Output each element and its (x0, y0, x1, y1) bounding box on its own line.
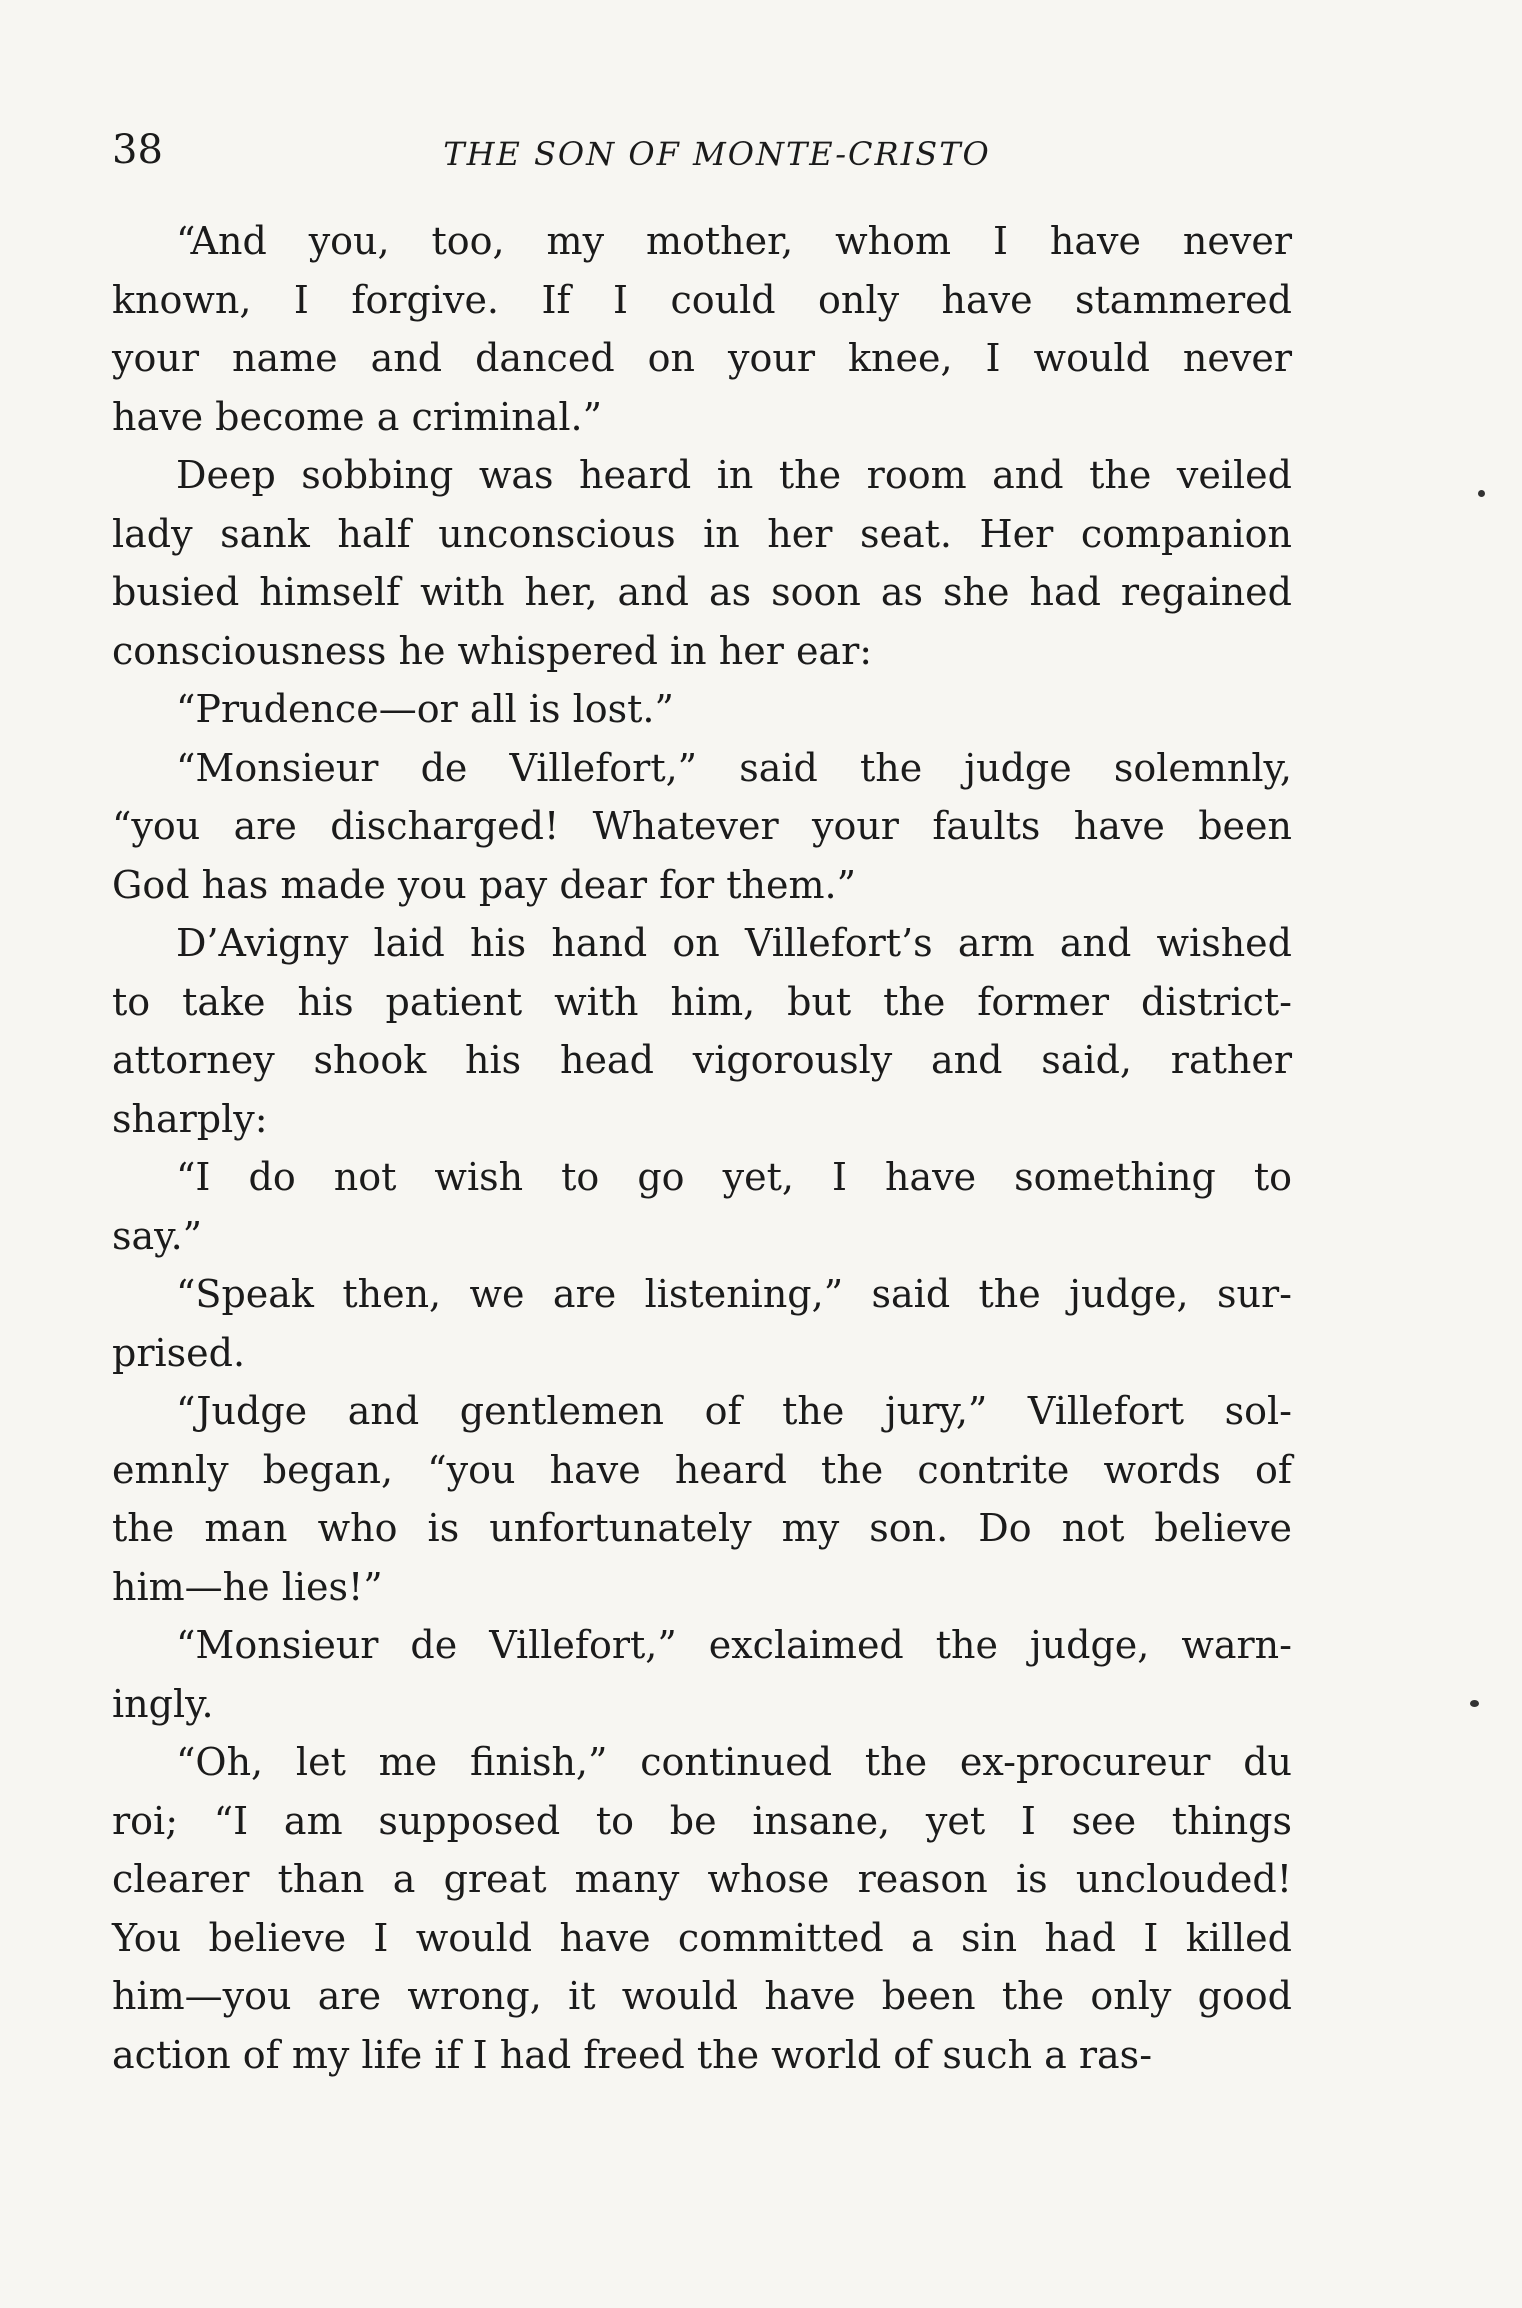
text-line: attorney shook his head vigorously and said, rather (112, 1038, 1292, 1082)
text-line: him—he lies!” (112, 1564, 383, 1609)
text-line: You believe I would have committed a sin had I killed (112, 1915, 1292, 1960)
text-line: action of my life if I had freed the world of such a ras- (112, 2032, 1153, 2077)
text-line: lady sank half unconscious in her seat. Her companion (112, 511, 1292, 556)
text-line: “Monsieur de Villefort,” exclaimed the judge, warn- (176, 1623, 1292, 1667)
text-line: consciousness he whispered in her ear: (112, 628, 873, 673)
text-line: “Judge and gentlemen of the jury,” Villefort sol- (176, 1389, 1292, 1433)
running-title: THE SON OF MONTE-CRISTO (443, 135, 991, 173)
text-line: “I do not wish to go yet, I have something to (176, 1155, 1292, 1199)
text-line: “you are discharged! Whatever your faults have been (112, 804, 1292, 848)
text-line: him—you are wrong, it would have been the only good (112, 1974, 1292, 2018)
paragraph (112, 680, 1292, 739)
paragraph (112, 446, 1292, 680)
text-line: roi; “I am supposed to be insane, yet I see things (112, 1798, 1292, 1843)
paragraph (112, 739, 1292, 915)
paragraph (112, 914, 1292, 1148)
text-line: ingly. (112, 1681, 214, 1726)
text-line: “Speak then, we are listening,” said the judge, sur- (176, 1272, 1292, 1316)
paragraph (112, 1148, 1292, 1265)
page-header (112, 127, 1292, 190)
ink-speck (1478, 490, 1485, 497)
text-line: say.” (112, 1213, 203, 1258)
text-line: “And you, too, my mother, whom I have never (176, 219, 1292, 263)
text-line: Deep sobbing was heard in the room and the veiled (176, 453, 1292, 497)
text-line: the man who is unfortunately my son. Do not believe (112, 1506, 1292, 1550)
text-line: your name and danced on your knee, I would never (112, 336, 1292, 380)
text-line: “Monsieur de Villefort,” said the judge solemnly, (176, 745, 1292, 790)
paragraph (112, 1265, 1292, 1382)
paragraph (112, 1733, 1292, 2084)
text-line: God has made you pay dear for them.” (112, 862, 857, 907)
page-number: 38 (112, 127, 163, 173)
text-line: “Prudence—or all is lost.” (176, 687, 674, 731)
text-line: D’Avigny laid his hand on Villefort’s arm and wished (176, 921, 1292, 965)
text-line: have become a criminal.” (112, 394, 603, 439)
text-line: sharply: (112, 1096, 268, 1141)
text-line: prised. (112, 1330, 246, 1375)
paragraph (112, 1616, 1292, 1733)
paragraph (112, 1382, 1292, 1616)
body-text (112, 212, 1292, 2084)
text-line: to take his patient with him, but the former district- (112, 979, 1292, 1024)
text-line: “Oh, let me finish,” continued the ex-procureur du (176, 1740, 1292, 1784)
ink-speck (1470, 1700, 1479, 1707)
text-line: known, I forgive. If I could only have stammered (112, 277, 1292, 322)
paragraph (112, 212, 1292, 446)
text-line: emnly began, “you have heard the contrite words of (112, 1447, 1292, 1492)
text-line: clearer than a great many whose reason is unclouded! (112, 1857, 1292, 1901)
text-line: busied himself with her, and as soon as she had regained (112, 570, 1292, 614)
